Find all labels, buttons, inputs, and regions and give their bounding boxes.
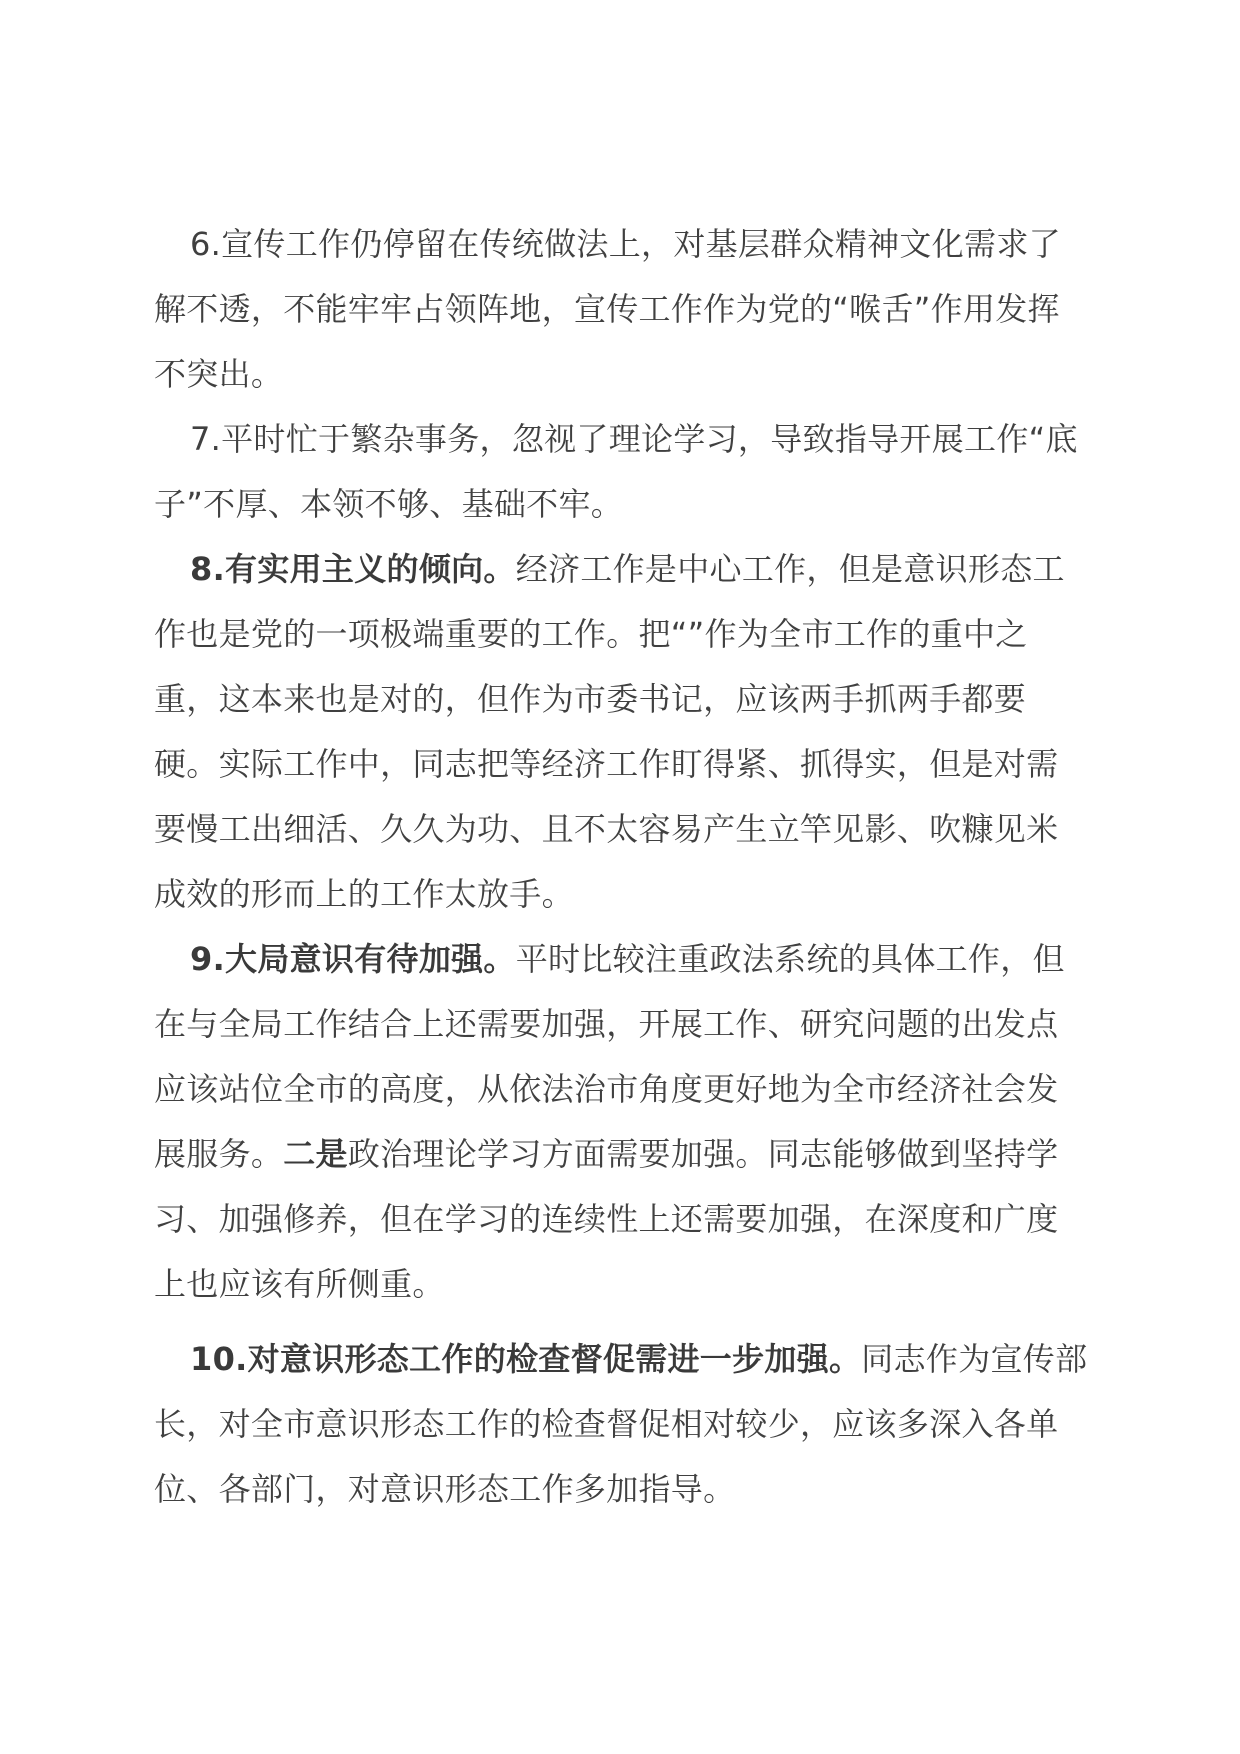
paragraph-6-text: 6.宣传工作仍停留在传统做法上，对基层群众精神文化需求了解不透，不能牢牢占领阵地，宣传工作作为党的“喉舌”作用发挥不突出。	[154, 225, 1061, 393]
paragraph-9	[154, 927, 1090, 1317]
paragraph-9-tail: 政治理论学习方面需要加强。同志能够做到坚持学习、加强修养，但在学习的连续性上还需要加强，在深度和广度上也应该有所侧重。	[154, 1135, 1059, 1303]
paragraph-9-heading: 9.大局意识有待加强。	[190, 940, 516, 978]
paragraph-9-text: 平时比较注重政法系统的具体工作，但在与全局工作结合上还需要加强，开展工作、研究问题的出发点应该站位全市的高度，从依法治市角度更好地为全市经济社会发展服务。	[154, 940, 1065, 1173]
paragraph-8	[154, 537, 1090, 927]
paragraph-8-text: 经济工作是中心工作，但是意识形态工作也是党的一项极端重要的工作。把“”作为全市工作的重中之重，这本来也是对的，但作为市委书记，应该两手抓两手都要硬。实际工作中，同志把等经济工作盯得紧、抓得实，但是对需要慢工出细活、久久为功、且不太容易产生立竿见影、吹糠见米成效的形而上的工作太放手。	[154, 550, 1065, 913]
paragraph-10-text: 同志作为宣传部长，对全市意识形态工作的检查督促相对较少，应该多深入各单位、各部门，对意识形态工作多加指导。	[154, 1340, 1088, 1508]
paragraph-7	[154, 407, 1090, 537]
paragraph-8-heading: 8.有实用主义的倾向。	[190, 550, 516, 588]
paragraph-6	[154, 212, 1090, 407]
paragraph-7-text: 7.平时忙于繁杂事务，忽视了理论学习，导致指导开展工作“底子”不厚、本领不够、基础不牢。	[154, 420, 1078, 523]
paragraph-10-heading: 10.对意识形态工作的检查督促需进一步加强。	[190, 1340, 862, 1378]
paragraph-10	[154, 1327, 1090, 1522]
paragraph-9-subheading: 二是	[283, 1135, 348, 1173]
document-body	[154, 212, 1090, 1522]
